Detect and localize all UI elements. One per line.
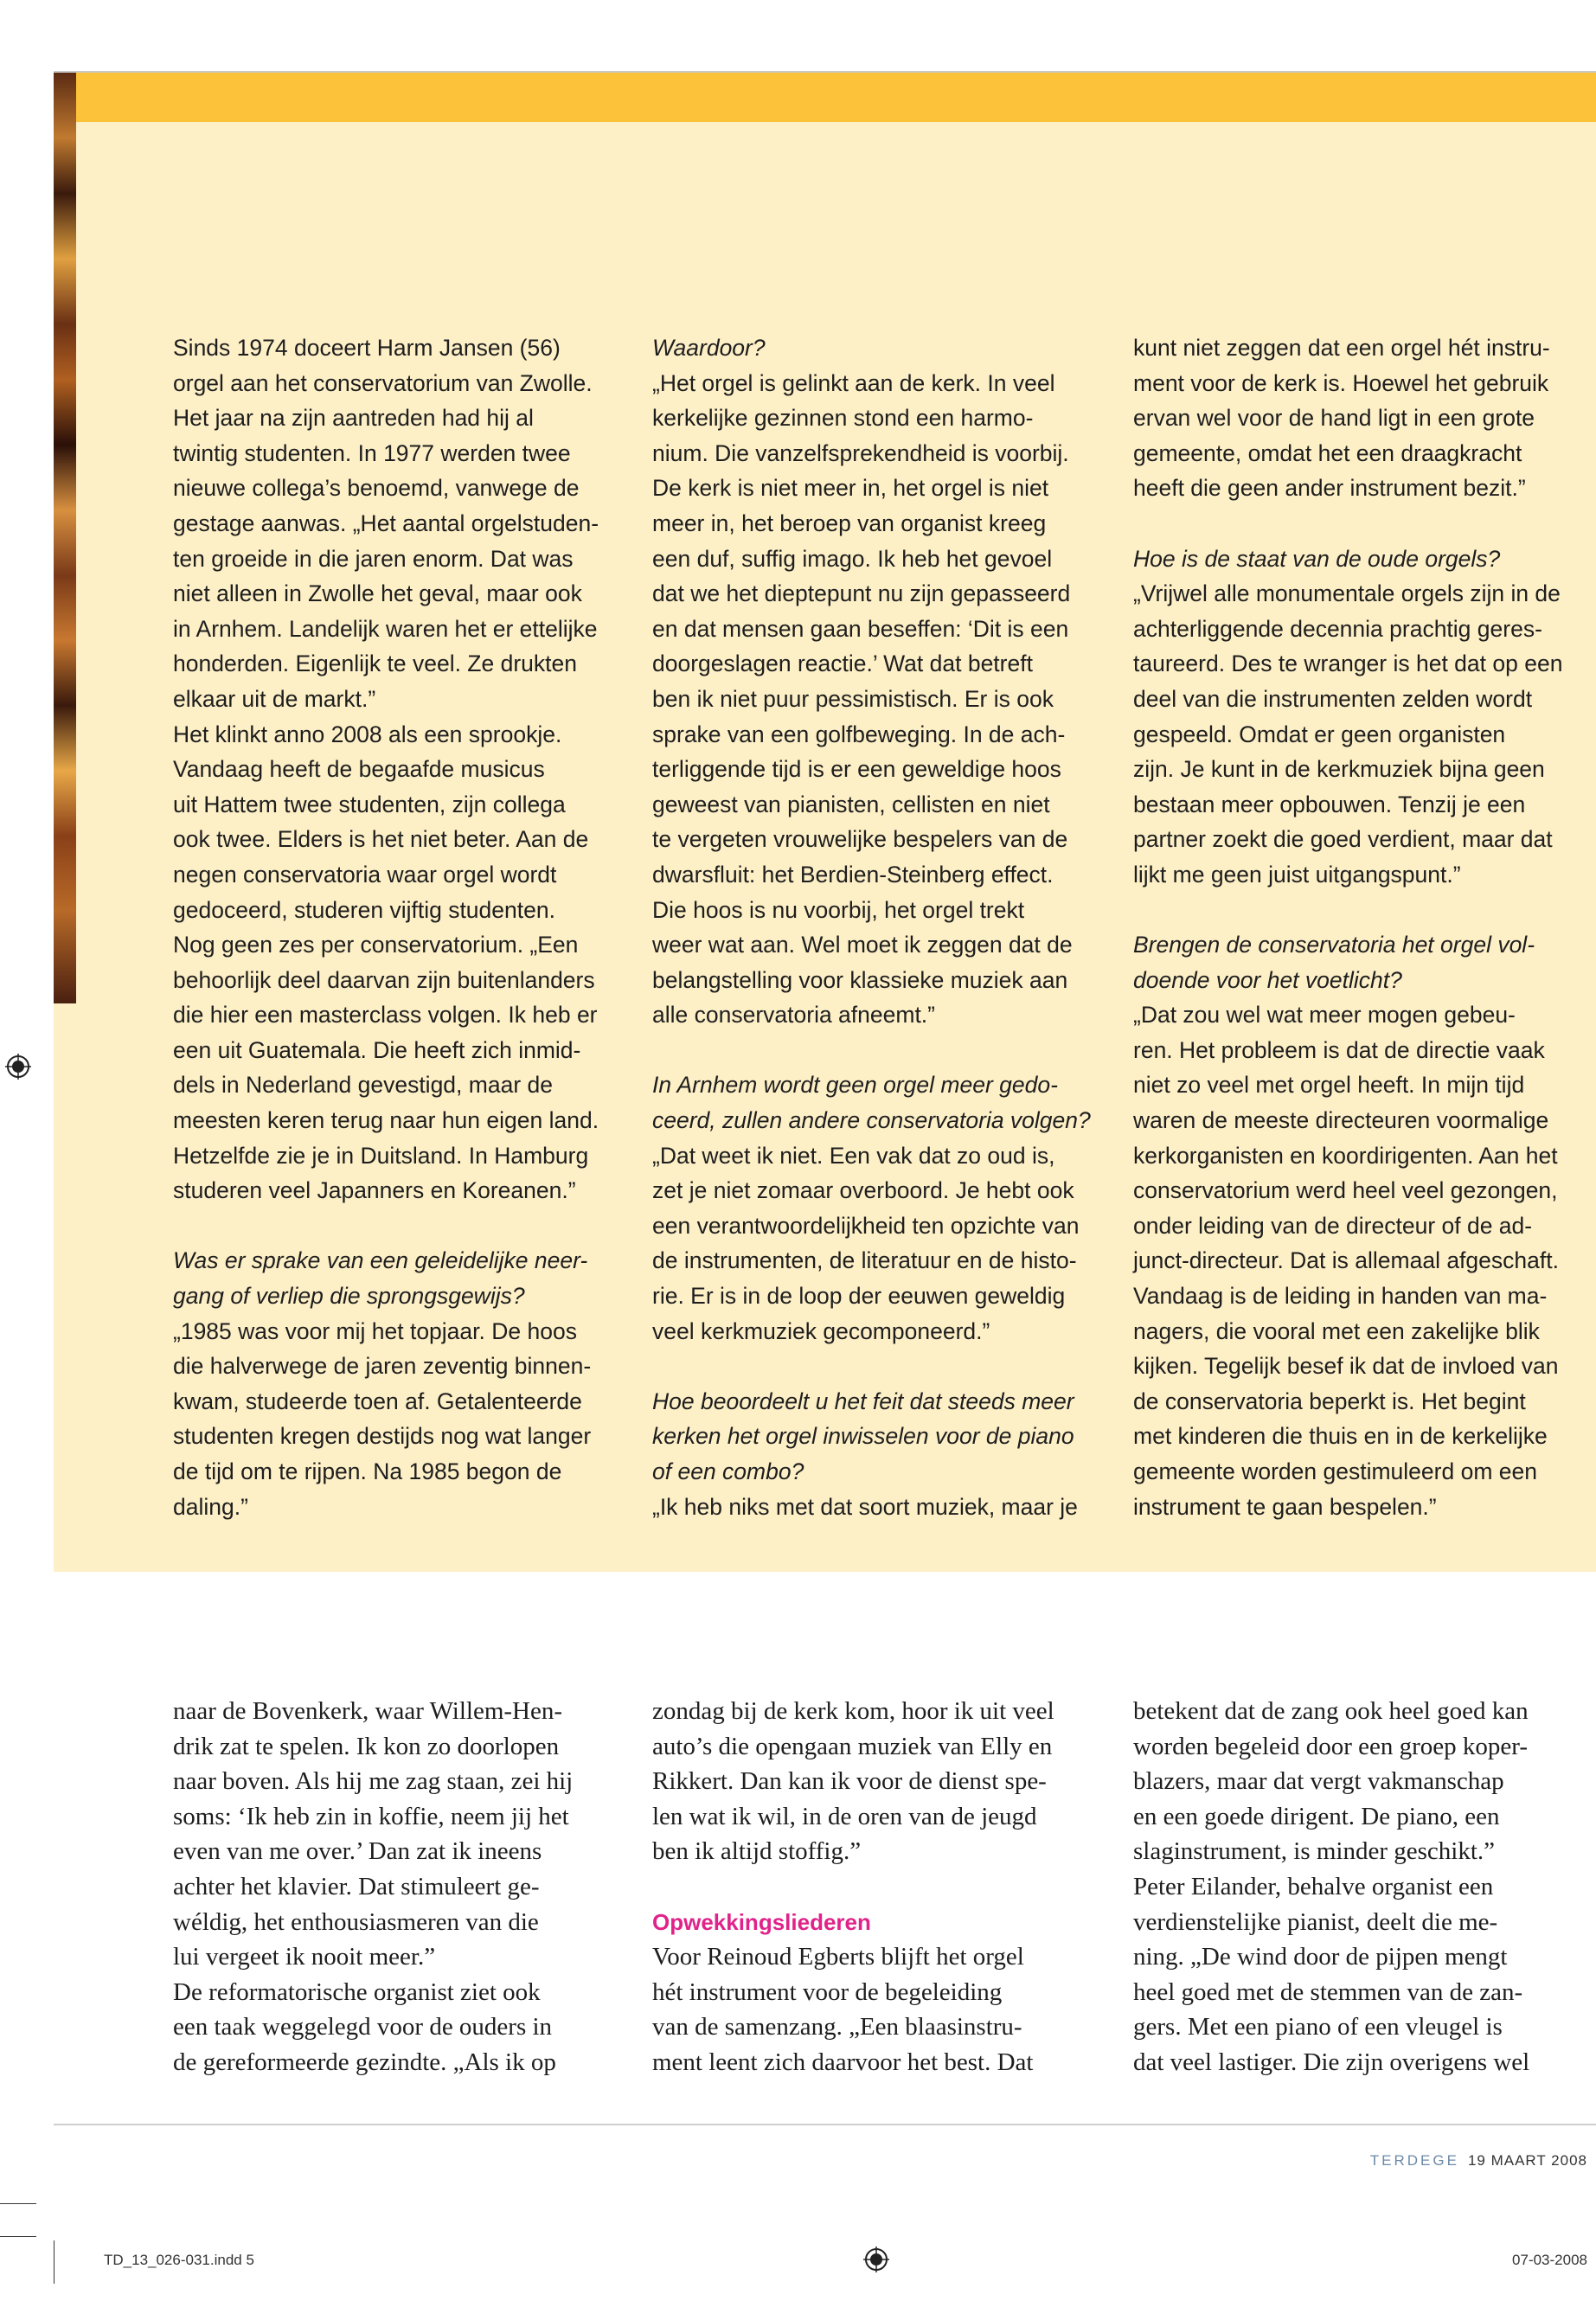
text-line: terliggende tijd is er een geweldige hoos: [652, 756, 1061, 783]
interview-question-line: In Arnhem wordt geen orgel meer gedo-: [652, 1072, 1058, 1099]
text-line: ben ik niet puur pessimistisch. Er is ook: [652, 685, 1054, 712]
text-line: nieuwe collega’s benoemd, vanwege de: [173, 475, 580, 502]
text-line: dat we het dieptepunt nu zijn gepasseerd: [652, 580, 1071, 607]
issue-date: 19 MAART 2008: [1467, 2152, 1587, 2169]
text-line: Die hoos is nu voorbij, het orgel trekt: [652, 896, 1025, 923]
text-line: een verantwoordelijkheid ten opzichte van: [652, 1212, 1080, 1239]
text-line: veel kerkmuziek gecomponeerd.”: [652, 1317, 990, 1344]
text-line: gemeente worden gestimuleerd om een: [1133, 1458, 1537, 1484]
paragraph-gap: [652, 1349, 1091, 1384]
text-line: „Dat zou wel wat meer mogen gebeu-: [1133, 1002, 1516, 1029]
text-line: niet zo veel met orgel heeft. In mijn tijd: [1133, 1072, 1525, 1099]
text-line: slaginstrument, is minder geschikt.”: [1133, 1837, 1496, 1866]
text-line: te vergeten vrouwelijke bespelers van de: [652, 826, 1068, 853]
interview-question-line: ceerd, zullen andere conservatoria volgen?: [652, 1107, 1091, 1134]
text-line: in Arnhem. Landelijk waren het er ettelijke: [173, 615, 598, 642]
section-heading: Opwekkingsliederen: [652, 1908, 871, 1935]
text-line: meesten keren terug naar hun eigen land.: [173, 1107, 599, 1134]
text-line: „Dat weet ik niet. Een vak dat zo oud is,: [652, 1142, 1055, 1169]
text-line: De kerk is niet meer in, het orgel is niet: [652, 475, 1049, 502]
interview-question-line: Brengen de conservatoria het orgel vol-: [1133, 932, 1535, 958]
text-line: kerkelijke gezinnen stond een harmo-: [652, 405, 1034, 432]
text-line: geweest van pianisten, cellisten en niet: [652, 791, 1050, 817]
text-line: bestaan meer opbouwen. Tenzij je een: [1133, 791, 1526, 817]
photo-strip-image: [54, 73, 76, 1003]
text-line: ook twee. Elders is het niet beter. Aan de: [173, 826, 589, 853]
text-line: ning. „De wind door de pijpen mengt: [1133, 1943, 1508, 1971]
text-line: weer wat aan. Wel moet ik zeggen dat de: [652, 932, 1073, 958]
text-line: deel van die instrumenten zelden wordt: [1133, 685, 1533, 712]
text-line: een duf, suffig imago. Ik heb het gevoel: [652, 545, 1053, 572]
interview-question-line: gang of verliep die sprongsgewijs?: [173, 1283, 525, 1310]
text-line: worden begeleid door een groep koper-: [1133, 1732, 1528, 1760]
text-line: lui vergeet ik nooit meer.”: [173, 1943, 436, 1971]
interview-question-line: doende voor het voetlicht?: [1133, 966, 1402, 993]
text-line: Vandaag heeft de begaafde musicus: [173, 756, 545, 783]
text-line: gespeeld. Omdat er geen organisten: [1133, 721, 1506, 747]
text-line: conservatorium werd heel veel gezongen,: [1133, 1177, 1558, 1204]
print-date: 07-03-2008: [1512, 2252, 1587, 2268]
text-line: waren de meeste directeuren voormalige: [1133, 1107, 1549, 1134]
orange-header-band: [54, 73, 1596, 122]
text-line: elkaar uit de markt.”: [173, 685, 376, 712]
text-line: kwam, studeerde toen af. Getalenteerde: [173, 1388, 582, 1414]
text-line: niet alleen in Zwolle het geval, maar ook: [173, 580, 582, 607]
text-line: ren. Het probleem is dat de directie vaak: [1133, 1036, 1545, 1063]
text-line: taureerd. Des te wranger is het dat op een: [1133, 651, 1563, 677]
text-line: die hier een masterclass volgen. Ik heb er: [173, 1002, 598, 1029]
text-line: drik zat te spelen. Ik kon zo doorlopen: [173, 1732, 560, 1760]
text-line: naar de Bovenkerk, waar Willem-Hen-: [173, 1697, 563, 1725]
text-line: gemeente, omdat het een draagkracht: [1133, 439, 1522, 466]
text-line: met kinderen die thuis en in de kerkelijke: [1133, 1423, 1548, 1450]
text-line: Vandaag is de leiding in handen van ma-: [1133, 1283, 1548, 1310]
text-line: wéldig, het enthousiasmeren van die: [173, 1907, 539, 1936]
text-line: naar boven. Als hij me zag staan, zei hij: [173, 1767, 574, 1796]
text-line: zijn. Je kunt in de kerkmuziek bijna geen: [1133, 756, 1545, 783]
article-column-3: [1133, 1694, 1529, 2080]
text-line: Sinds 1974 doceert Harm Jansen (56): [173, 335, 561, 361]
text-line: instrument te gaan bespelen.”: [1133, 1493, 1437, 1520]
text-line: soms: ‘Ik heb zin in koffie, neem jij het: [173, 1802, 569, 1830]
text-line: behoorlijk deel daarvan zijn buitenlanders: [173, 966, 595, 993]
page-footer: [1370, 2152, 1587, 2170]
text-line: even van me over.’ Dan zat ik ineens: [173, 1837, 542, 1866]
text-line: Het jaar na zijn aantreden had hij al: [173, 405, 534, 432]
text-line: negen conservatoria waar orgel wordt: [173, 861, 557, 888]
article-column-1: [173, 1694, 573, 2080]
bottom-rule: [54, 2124, 1596, 2125]
paragraph-gap: [652, 1033, 1091, 1068]
text-line: Voor Reinoud Egberts blijft het orgel: [652, 1943, 1024, 1971]
text-line: de instrumenten, de literatuur en de histo-: [652, 1247, 1077, 1274]
text-line: de gereformeerde gezindte. „Als ik op: [173, 2048, 556, 2076]
crop-mark: [0, 2203, 36, 2204]
text-line: ment leent zich daarvoor het best. Dat: [652, 2048, 1034, 2076]
text-line: ment voor de kerk is. Hoewel het gebruik: [1133, 369, 1549, 396]
paragraph-gap: [173, 1208, 599, 1244]
text-line: orgel aan het conservatorium van Zwolle.: [173, 369, 593, 396]
text-line: uit Hattem twee studenten, zijn collega: [173, 791, 566, 817]
text-line: een taak weggelegd voor de ouders in: [173, 2013, 553, 2041]
text-line: Peter Eilander, behalve organist een: [1133, 1872, 1494, 1900]
text-line: gers. Met een piano of een vleugel is: [1133, 2013, 1503, 2041]
text-line: die halverwege de jaren zeventig binnen-: [173, 1353, 592, 1380]
interview-column-2: [652, 330, 1091, 1524]
text-line: ten groeide in die jaren enorm. Dat was: [173, 545, 574, 572]
paragraph-gap: [1133, 506, 1562, 542]
text-line: hét instrument voor de begeleiding: [652, 1977, 1003, 2006]
text-line: van de samenzang. „Een blaasinstru-: [652, 2013, 1022, 2041]
text-line: studeren veel Japanners en Koreanen.”: [173, 1177, 576, 1204]
text-line: doorgeslagen reactie.’ Wat dat betreft: [652, 651, 1033, 677]
article-column-2: [652, 1694, 1054, 2080]
text-line: De reformatorische organist ziet ook: [173, 1977, 541, 2006]
text-line: betekent dat de zang ook heel goed kan: [1133, 1697, 1529, 1725]
interview-question-line: Was er sprake van een geleidelijke neer-: [173, 1247, 588, 1274]
text-line: „Het orgel is gelinkt aan de kerk. In veel: [652, 369, 1055, 396]
text-line: „1985 was voor mij het topjaar. De hoos: [173, 1317, 577, 1344]
text-line: achter het klavier. Dat stimuleert ge-: [173, 1872, 540, 1900]
text-line: de tijd om te rijpen. Na 1985 begon de: [173, 1458, 562, 1484]
text-line: nagers, die vooral met een zakelijke blik: [1133, 1317, 1540, 1344]
text-line: „Vrijwel alle monumentale orgels zijn in de: [1133, 580, 1561, 607]
text-line: gedoceerd, studeren vijftig studenten.: [173, 896, 555, 923]
interview-column-3: [1133, 330, 1562, 1524]
file-slug: TD_13_026-031.indd 5: [104, 2252, 254, 2268]
text-line: heeft die geen ander instrument bezit.”: [1133, 475, 1526, 502]
text-line: rie. Er is in de loop der eeuwen geweldig: [652, 1283, 1066, 1310]
text-line: ben ik altijd stoffig.”: [652, 1837, 862, 1866]
text-line: Rikkert. Dan kan ik voor de dienst spe-: [652, 1767, 1047, 1796]
text-line: Hetzelfde zie je in Duitsland. In Hamburg: [173, 1142, 589, 1169]
text-line: lijkt me geen juist uitgangspunt.”: [1133, 861, 1461, 888]
text-line: verdienstelijke pianist, deelt die me-: [1133, 1907, 1498, 1936]
text-line: len wat ik wil, in de oren van de jeugd: [652, 1802, 1037, 1830]
interview-column-1: [173, 330, 599, 1524]
text-line: achterliggende decennia prachtig geres-: [1133, 615, 1542, 642]
interview-question-line: kerken het orgel inwisselen voor de piano: [652, 1423, 1074, 1450]
text-line: studenten kregen destijds nog wat langer: [173, 1423, 592, 1450]
text-line: en een goede dirigent. De piano, een: [1133, 1802, 1500, 1830]
text-line: Het klinkt anno 2008 als een sprookje.: [173, 721, 562, 747]
interview-question-line: Waardoor?: [652, 335, 766, 361]
paragraph-gap: [1133, 893, 1562, 928]
registration-mark-bottom-icon: [863, 2247, 889, 2272]
interview-question-line: Hoe beoordeelt u het feit dat steeds meer: [652, 1388, 1074, 1414]
text-line: honderden. Eigenlijk te veel. Ze drukten: [173, 651, 577, 677]
text-line: zondag bij de kerk kom, hoor ik uit veel: [652, 1697, 1054, 1725]
text-line: partner zoekt die goed verdient, maar dat: [1133, 826, 1553, 853]
text-line: heel goed met de stemmen van de zan-: [1133, 1977, 1523, 2006]
text-line: junct-directeur. Dat is allemaal afgeschaft.: [1133, 1247, 1559, 1274]
text-line: de conservatoria beperkt is. Het begint: [1133, 1388, 1526, 1414]
paragraph-gap: [652, 1869, 1054, 1905]
text-line: sprake van een golfbeweging. In de ach-: [652, 721, 1066, 747]
text-line: belangstelling voor klassieke muziek aan: [652, 966, 1068, 993]
text-line: meer in, het beroep van organist kreeg: [652, 510, 1047, 536]
text-line: auto’s die opengaan muziek van Elly en: [652, 1732, 1053, 1760]
text-line: kijken. Tegelijk besef ik dat de invloed van: [1133, 1353, 1559, 1380]
text-line: blazers, maar dat vergt vakmanschap: [1133, 1767, 1504, 1796]
text-line: en dat mensen gaan beseffen: ‘Dit is een: [652, 615, 1069, 642]
text-line: kerkorganisten en koordirigenten. Aan het: [1133, 1142, 1558, 1169]
text-line: een uit Guatemala. Die heeft zich inmid-: [173, 1036, 581, 1063]
text-line: onder leiding van de directeur of de ad-: [1133, 1212, 1533, 1239]
magazine-name: TERDEGE: [1369, 2152, 1459, 2169]
interview-question-line: Hoe is de staat van de oude orgels?: [1133, 545, 1501, 572]
text-line: zet je niet zomaar overboord. Je hebt ook: [652, 1177, 1074, 1204]
crop-mark: [0, 2236, 36, 2237]
text-line: gestage aanwas. „Het aantal orgelstuden-: [173, 510, 599, 536]
text-line: twintig studenten. In 1977 werden twee: [173, 439, 571, 466]
text-line: ervan wel voor de hand ligt in een grote: [1133, 405, 1535, 432]
text-line: Nog geen zes per conservatorium. „Een: [173, 932, 579, 958]
text-line: dwarsfluit: het Berdien-Steinberg effect.: [652, 861, 1054, 888]
text-line: „Ik heb niks met dat soort muziek, maar je: [652, 1493, 1078, 1520]
registration-mark-left-icon: [5, 1054, 31, 1080]
text-line: dels in Nederland gevestigd, maar de: [173, 1072, 553, 1099]
text-line: alle conservatoria afneemt.”: [652, 1002, 935, 1029]
text-line: dat veel lastiger. Die zijn overigens wel: [1133, 2048, 1530, 2076]
text-line: daling.”: [173, 1493, 248, 1520]
text-line: nium. Die vanzelfsprekendheid is voorbij.: [652, 439, 1069, 466]
interview-question-line: of een combo?: [652, 1458, 804, 1484]
text-line: kunt niet zeggen dat een orgel hét instru-: [1133, 335, 1550, 361]
